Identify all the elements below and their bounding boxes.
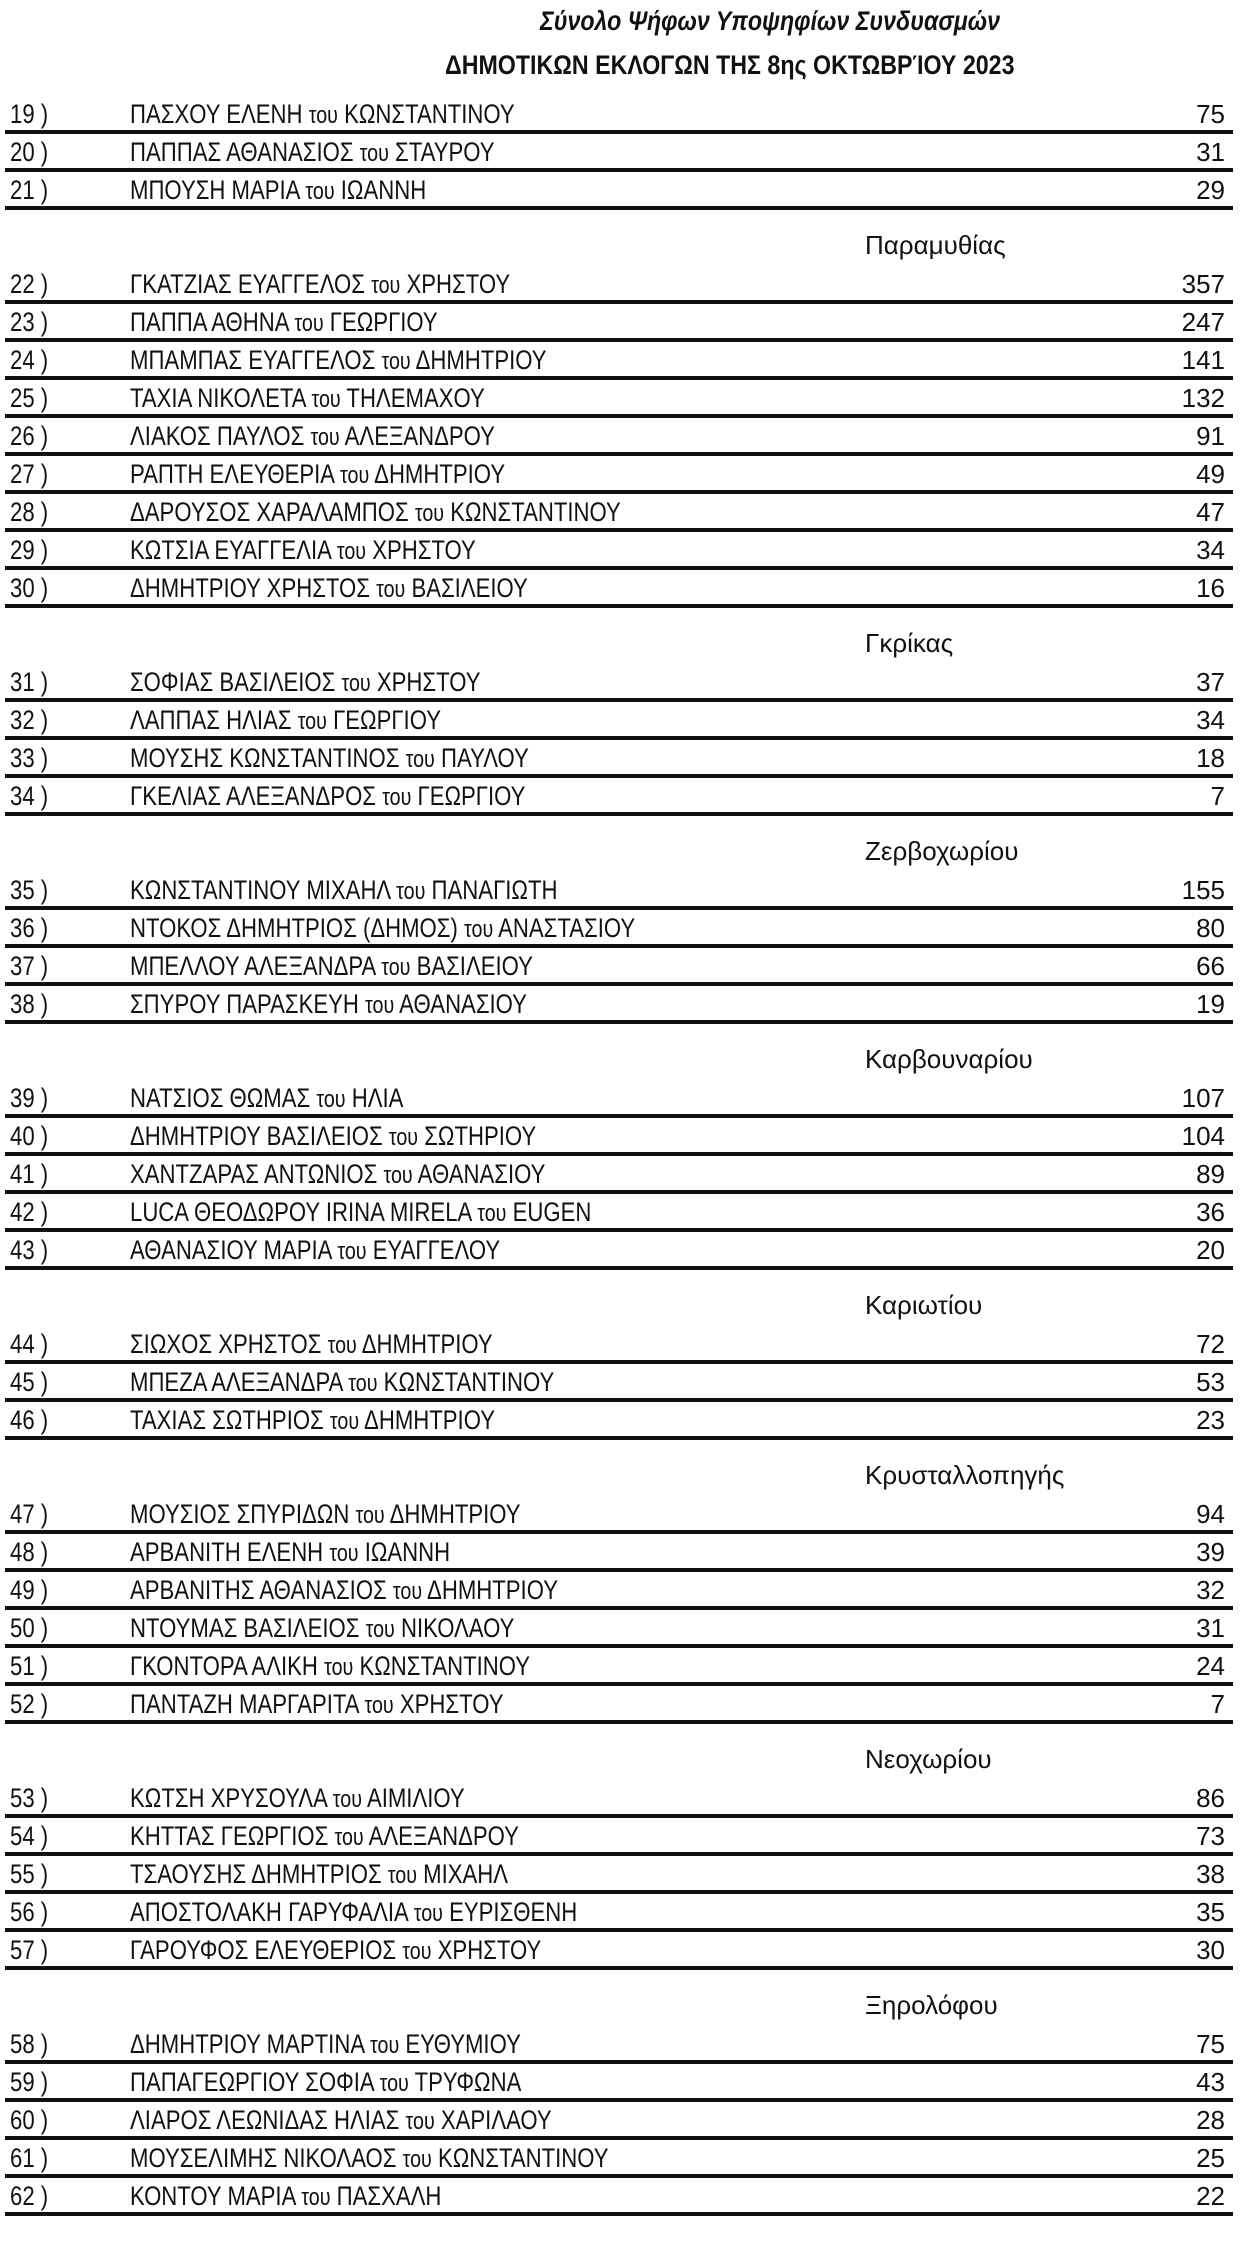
vote-count: 18 bbox=[1196, 743, 1225, 773]
title-line-2: ΔΗΜΟΤΙΚΩΝ ΕΚΛΟΓΩΝ ΤΗΣ 8ης ΟΚΤΩΒΡΊΟΥ 2023 bbox=[445, 50, 1015, 80]
vote-count: 39 bbox=[1196, 1537, 1225, 1567]
father-of-label: του bbox=[329, 1540, 359, 1567]
table-row bbox=[5, 1364, 1233, 1402]
table-row bbox=[5, 2178, 1233, 2216]
vote-count: 86 bbox=[1196, 1783, 1225, 1813]
table-row bbox=[5, 2102, 1233, 2140]
candidate-number: 47 ) bbox=[10, 1499, 49, 1529]
father-of-label: του bbox=[316, 1086, 346, 1113]
father-of-label: του bbox=[396, 878, 426, 905]
section-header bbox=[0, 210, 1252, 266]
vote-count: 66 bbox=[1196, 951, 1225, 981]
candidate-number: 33 ) bbox=[10, 743, 49, 773]
table-row bbox=[5, 1572, 1233, 1610]
table-row bbox=[5, 1496, 1233, 1534]
father-of-label: του bbox=[387, 1862, 418, 1889]
father-of-label: του bbox=[294, 310, 324, 337]
table-row bbox=[5, 1232, 1233, 1270]
table-row bbox=[5, 778, 1233, 816]
candidate-number: 35 ) bbox=[10, 875, 49, 905]
father-of-label: του bbox=[388, 1124, 419, 1151]
candidate-votes-list bbox=[0, 96, 1252, 2216]
candidate-name: ΝΤΟΚΟΣ ΔΗΜΗΤΡΙΟΣ (ΔΗΜΟΣ) του ΑΝΑΣΤΑΣΙΟΥ bbox=[130, 913, 636, 943]
vote-count: 49 bbox=[1196, 459, 1225, 489]
candidate-number: 31 ) bbox=[10, 667, 49, 697]
vote-count: 36 bbox=[1196, 1197, 1225, 1227]
father-of-label: του bbox=[324, 1654, 354, 1681]
candidate-name: ΤΑΧΙΑ ΝΙΚΟΛΕΤΑ του ΤΗΛΕΜΑΧΟΥ bbox=[130, 383, 485, 413]
candidate-name: ΜΟΥΣΙΟΣ ΣΠΥΡΙΔΩΝ του ΔΗΜΗΤΡΙΟΥ bbox=[130, 1499, 521, 1529]
candidate-name: ΜΠΕΛΛΟΥ ΑΛΕΞΑΝΔΡΑ του ΒΑΣΙΛΕΙΟΥ bbox=[130, 951, 533, 981]
candidate-number: 27 ) bbox=[10, 459, 49, 489]
table-row bbox=[5, 456, 1233, 494]
document-title bbox=[540, 6, 1060, 37]
candidate-number: 57 ) bbox=[10, 1935, 49, 1965]
father-of-label: του bbox=[311, 386, 341, 413]
vote-count: 155 bbox=[1181, 875, 1225, 905]
father-of-label: του bbox=[402, 2146, 432, 2173]
father-of-label: του bbox=[341, 670, 371, 697]
section-header-label: Γκρίκας bbox=[865, 628, 954, 658]
candidate-name: ΛΙΑΚΟΣ ΠΑΥΛΟΣ του ΑΛΕΞΑΝΔΡΟΥ bbox=[130, 421, 495, 451]
father-of-label: του bbox=[405, 746, 435, 773]
father-of-label: του bbox=[355, 1502, 385, 1529]
candidate-number: 24 ) bbox=[10, 345, 49, 375]
table-row bbox=[5, 2140, 1233, 2178]
table-row bbox=[5, 702, 1233, 740]
section-header bbox=[0, 816, 1252, 872]
vote-count: 91 bbox=[1196, 421, 1225, 451]
vote-count: 141 bbox=[1181, 345, 1225, 375]
father-of-label: του bbox=[334, 1824, 364, 1851]
father-of-label: του bbox=[308, 102, 338, 129]
vote-count: 80 bbox=[1196, 913, 1225, 943]
father-of-label: του bbox=[413, 1900, 443, 1927]
vote-count: 24 bbox=[1196, 1651, 1225, 1681]
father-of-label: του bbox=[359, 140, 389, 167]
table-row bbox=[5, 1402, 1233, 1440]
candidate-name: ΤΣΑΟΥΣΗΣ ΔΗΜΗΤΡΙΟΣ του ΜΙΧΑΗΛ bbox=[130, 1859, 509, 1889]
table-row bbox=[5, 910, 1233, 948]
vote-count: 104 bbox=[1181, 1121, 1225, 1151]
section-header bbox=[0, 1970, 1252, 2026]
candidate-number: 38 ) bbox=[10, 989, 49, 1019]
table-row bbox=[5, 1326, 1233, 1364]
candidate-number: 56 ) bbox=[10, 1897, 49, 1927]
table-row bbox=[5, 380, 1233, 418]
vote-count: 32 bbox=[1196, 1575, 1225, 1605]
vote-count: 43 bbox=[1196, 2067, 1225, 2097]
vote-count: 75 bbox=[1196, 2029, 1225, 2059]
candidate-number: 25 ) bbox=[10, 383, 49, 413]
candidate-number: 20 ) bbox=[10, 137, 49, 167]
section-header-label: Ξηρολόφου bbox=[865, 1990, 998, 2020]
candidate-name: ΛΑΠΠΑΣ ΗΛΙΑΣ του ΓΕΩΡΓΙΟΥ bbox=[130, 705, 441, 735]
section-header-label: Ζερβοχωρίου bbox=[865, 836, 1019, 866]
father-of-label: του bbox=[382, 784, 412, 811]
father-of-label: του bbox=[392, 1578, 423, 1605]
candidate-name: ΓΚΟΝΤΟΡΑ ΑΛΙΚΗ του ΚΩΝΣΤΑΝΤΙΝΟΥ bbox=[130, 1651, 531, 1681]
candidate-number: 62 ) bbox=[10, 2181, 49, 2211]
table-row bbox=[5, 740, 1233, 778]
candidate-number: 46 ) bbox=[10, 1405, 49, 1435]
candidate-name: LUCA ΘΕΟΔΩΡΟΥ IRINA MIRELA του EUGEN bbox=[130, 1197, 592, 1227]
father-of-label: του bbox=[305, 178, 335, 205]
father-of-label: του bbox=[376, 576, 406, 603]
father-of-label: του bbox=[383, 1162, 413, 1189]
candidate-name: ΔΗΜΗΤΡΙΟΥ ΜΑΡΤΙΝΑ του ΕΥΘΥΜΙΟΥ bbox=[130, 2029, 521, 2059]
father-of-label: του bbox=[301, 2184, 331, 2211]
father-of-label: του bbox=[464, 916, 494, 943]
candidate-number: 42 ) bbox=[10, 1197, 49, 1227]
table-row bbox=[5, 664, 1233, 702]
father-of-label: του bbox=[364, 1692, 394, 1719]
candidate-name: ΑΡΒΑΝΙΤΗΣ ΑΘΑΝΑΣΙΟΣ του ΔΗΜΗΤΡΙΟΥ bbox=[130, 1575, 558, 1605]
vote-count: 72 bbox=[1196, 1329, 1225, 1359]
table-row bbox=[5, 2026, 1233, 2064]
candidate-number: 54 ) bbox=[10, 1821, 49, 1851]
section-header-label: Καρβουναρίου bbox=[865, 1044, 1033, 1074]
vote-count: 31 bbox=[1196, 137, 1225, 167]
vote-count: 34 bbox=[1196, 705, 1225, 735]
vote-count: 31 bbox=[1196, 1613, 1225, 1643]
candidate-name: ΜΟΥΣΕΛΙΜΗΣ ΝΙΚΟΛΑΟΣ του ΚΩΝΣΤΑΝΤΙΝΟΥ bbox=[130, 2143, 609, 2173]
candidate-number: 34 ) bbox=[10, 781, 49, 811]
candidate-name: ΝΤΟΥΜΑΣ ΒΑΣΙΛΕΙΟΣ του ΝΙΚΟΛΑΟΥ bbox=[130, 1613, 515, 1643]
father-of-label: του bbox=[381, 954, 411, 981]
candidate-number: 26 ) bbox=[10, 421, 49, 451]
candidate-name: ΤΑΧΙΑΣ ΣΩΤΗΡΙΟΣ του ΔΗΜΗΤΡΙΟΥ bbox=[130, 1405, 495, 1435]
candidate-name: ΑΘΑΝΑΣΙΟΥ ΜΑΡΙΑ του ΕΥΑΓΓΕΛΟΥ bbox=[130, 1235, 501, 1265]
candidate-name: ΣΟΦΙΑΣ ΒΑΣΙΛΕΙΟΣ του ΧΡΗΣΤΟΥ bbox=[130, 667, 481, 697]
table-row bbox=[5, 1894, 1233, 1932]
table-row bbox=[5, 532, 1233, 570]
table-row bbox=[5, 418, 1233, 456]
father-of-label: του bbox=[327, 1332, 357, 1359]
table-row bbox=[5, 1610, 1233, 1648]
vote-count: 22 bbox=[1196, 2181, 1225, 2211]
document-subtitle bbox=[445, 50, 1165, 81]
candidate-number: 21 ) bbox=[10, 175, 49, 205]
vote-count: 107 bbox=[1181, 1083, 1225, 1113]
section-header-label: Κρυσταλλοπηγής bbox=[865, 1460, 1065, 1490]
candidate-number: 50 ) bbox=[10, 1613, 49, 1643]
table-row bbox=[5, 1080, 1233, 1118]
candidate-number: 39 ) bbox=[10, 1083, 49, 1113]
vote-count: 73 bbox=[1196, 1821, 1225, 1851]
title-line-1: Σύνολο Ψήφων Υποψηφίων Συνδυασμών bbox=[540, 6, 1001, 36]
candidate-name: ΠΑΠΑΓΕΩΡΓΙΟΥ ΣΟΦΙΑ του ΤΡΥΦΩΝΑ bbox=[130, 2067, 522, 2097]
table-row bbox=[5, 134, 1233, 172]
candidate-name: ΑΡΒΑΝΙΤΗ ΕΛΕΝΗ του ΙΩΑΝΝΗ bbox=[130, 1537, 451, 1567]
vote-count: 75 bbox=[1196, 99, 1225, 129]
candidate-name: ΡΑΠΤΗ ΕΛΕΥΘΕΡΙΑ του ΔΗΜΗΤΡΙΟΥ bbox=[130, 459, 506, 489]
candidate-number: 30 ) bbox=[10, 573, 49, 603]
table-row bbox=[5, 1534, 1233, 1572]
father-of-label: του bbox=[310, 424, 340, 451]
candidate-name: ΝΑΤΣΙΟΣ ΘΩΜΑΣ του ΗΛΙΑ bbox=[130, 1083, 404, 1113]
vote-count: 35 bbox=[1196, 1897, 1225, 1927]
candidate-number: 37 ) bbox=[10, 951, 49, 981]
candidate-number: 48 ) bbox=[10, 1537, 49, 1567]
candidate-name: ΠΑΝΤΑΖΗ ΜΑΡΓΑΡΙΤΑ του ΧΡΗΣΤΟΥ bbox=[130, 1689, 504, 1719]
candidate-number: 19 ) bbox=[10, 99, 49, 129]
candidate-number: 59 ) bbox=[10, 2067, 49, 2097]
candidate-number: 55 ) bbox=[10, 1859, 49, 1889]
vote-count: 23 bbox=[1196, 1405, 1225, 1435]
table-row bbox=[5, 1194, 1233, 1232]
father-of-label: του bbox=[477, 1200, 507, 1227]
candidate-name: ΣΙΩΧΟΣ ΧΡΗΣΤΟΣ του ΔΗΜΗΤΡΙΟΥ bbox=[130, 1329, 493, 1359]
father-of-label: του bbox=[365, 1616, 395, 1643]
table-row bbox=[5, 266, 1233, 304]
candidate-name: ΠΑΠΠΑΣ ΑΘΑΝΑΣΙΟΣ του ΣΤΑΥΡΟΥ bbox=[130, 137, 495, 167]
vote-count: 357 bbox=[1181, 269, 1225, 299]
table-row bbox=[5, 1118, 1233, 1156]
table-row bbox=[5, 1780, 1233, 1818]
table-row bbox=[5, 494, 1233, 532]
table-row bbox=[5, 872, 1233, 910]
candidate-name: ΜΠΟΥΣΗ ΜΑΡΙΑ του ΙΩΑΝΝΗ bbox=[130, 175, 427, 205]
candidate-name: ΑΠΟΣΤΟΛΑΚΗ ΓΑΡΥΦΑΛΙΑ του ΕΥΡΙΣΘΕΝΗ bbox=[130, 1897, 578, 1927]
candidate-name: ΔΑΡΟΥΣΟΣ ΧΑΡΑΛΑΜΠΟΣ του ΚΩΝΣΤΑΝΤΙΝΟΥ bbox=[130, 497, 621, 527]
candidate-number: 60 ) bbox=[10, 2105, 49, 2135]
candidate-name: ΣΠΥΡΟΥ ΠΑΡΑΣΚΕΥΗ του ΑΘΑΝΑΣΙΟΥ bbox=[130, 989, 527, 1019]
candidate-name: ΚΩΤΣΗ ΧΡΥΣΟΥΛΑ του ΑΙΜΙΛΙΟΥ bbox=[130, 1783, 465, 1813]
candidate-name: ΔΗΜΗΤΡΙΟΥ ΒΑΣΙΛΕΙΟΣ του ΣΩΤΗΡΙΟΥ bbox=[130, 1121, 537, 1151]
table-row bbox=[5, 1818, 1233, 1856]
table-row bbox=[5, 1686, 1233, 1724]
candidate-number: 52 ) bbox=[10, 1689, 49, 1719]
father-of-label: του bbox=[402, 1938, 432, 1965]
candidate-name: ΚΩΝΣΤΑΝΤΙΝΟΥ ΜΙΧΑΗΛ του ΠΑΝΑΓΙΩΤΗ bbox=[130, 875, 558, 905]
father-of-label: του bbox=[371, 272, 401, 299]
candidate-number: 28 ) bbox=[10, 497, 49, 527]
father-of-label: του bbox=[337, 1238, 367, 1265]
vote-count: 16 bbox=[1196, 573, 1225, 603]
father-of-label: του bbox=[348, 1370, 378, 1397]
vote-count: 25 bbox=[1196, 2143, 1225, 2173]
vote-count: 132 bbox=[1181, 383, 1225, 413]
section-header-label: Νεοχωρίου bbox=[865, 1744, 992, 1774]
candidate-name: ΜΠΑΜΠΑΣ ΕΥΑΓΓΕΛΟΣ του ΔΗΜΗΤΡΙΟΥ bbox=[130, 345, 547, 375]
candidate-name: ΓΚΑΤΖΙΑΣ ΕΥΑΓΓΕΛΟΣ του ΧΡΗΣΤΟΥ bbox=[130, 269, 511, 299]
table-row bbox=[5, 304, 1233, 342]
vote-count: 53 bbox=[1196, 1367, 1225, 1397]
candidate-number: 44 ) bbox=[10, 1329, 49, 1359]
vote-count: 247 bbox=[1181, 307, 1225, 337]
candidate-number: 43 ) bbox=[10, 1235, 49, 1265]
section-header bbox=[0, 608, 1252, 664]
candidate-name: ΓΑΡΟΥΦΟΣ ΕΛΕΥΘΕΡΙΟΣ του ΧΡΗΣΤΟΥ bbox=[130, 1935, 542, 1965]
vote-count: 28 bbox=[1196, 2105, 1225, 2135]
table-row bbox=[5, 1856, 1233, 1894]
vote-count: 20 bbox=[1196, 1235, 1225, 1265]
candidate-number: 22 ) bbox=[10, 269, 49, 299]
table-row bbox=[5, 986, 1233, 1024]
father-of-label: του bbox=[365, 992, 395, 1019]
candidate-name: ΓΚΕΛΙΑΣ ΑΛΕΞΑΝΔΡΟΣ του ΓΕΩΡΓΙΟΥ bbox=[130, 781, 526, 811]
vote-count: 94 bbox=[1196, 1499, 1225, 1529]
candidate-number: 23 ) bbox=[10, 307, 49, 337]
candidate-number: 36 ) bbox=[10, 913, 49, 943]
vote-count: 7 bbox=[1210, 1689, 1225, 1719]
vote-count: 19 bbox=[1196, 989, 1225, 1019]
candidate-name: ΚΟΝΤΟΥ ΜΑΡΙΑ του ΠΑΣΧΑΛΗ bbox=[130, 2181, 442, 2211]
section-header bbox=[0, 1724, 1252, 1780]
table-row bbox=[5, 948, 1233, 986]
vote-count: 47 bbox=[1196, 497, 1225, 527]
candidate-name: ΠΑΣΧΟΥ ΕΛΕΝΗ του ΚΩΝΣΤΑΝΤΙΝΟΥ bbox=[130, 99, 515, 129]
candidate-name: ΜΟΥΣΗΣ ΚΩΝΣΤΑΝΤΙΝΟΣ του ΠΑΥΛΟΥ bbox=[130, 743, 529, 773]
candidate-name: ΛΙΑΡΟΣ ΛΕΩΝΙΔΑΣ ΗΛΙΑΣ του ΧΑΡΙΛΑΟΥ bbox=[130, 2105, 552, 2135]
vote-count: 7 bbox=[1210, 781, 1225, 811]
father-of-label: του bbox=[297, 708, 327, 735]
table-row bbox=[5, 570, 1233, 608]
section-header-label: Καριωτίου bbox=[865, 1290, 983, 1320]
candidate-number: 51 ) bbox=[10, 1651, 49, 1681]
vote-count: 89 bbox=[1196, 1159, 1225, 1189]
candidate-name: ΜΠΕΖΑ ΑΛΕΞΑΝΔΡΑ του ΚΩΝΣΤΑΝΤΙΝΟΥ bbox=[130, 1367, 555, 1397]
table-row bbox=[5, 1648, 1233, 1686]
section-header bbox=[0, 1024, 1252, 1080]
candidate-number: 41 ) bbox=[10, 1159, 49, 1189]
table-row bbox=[5, 1932, 1233, 1970]
father-of-label: του bbox=[370, 2032, 400, 2059]
father-of-label: του bbox=[336, 538, 367, 565]
father-of-label: του bbox=[381, 348, 411, 375]
vote-count: 38 bbox=[1196, 1859, 1225, 1889]
candidate-name: ΧΑΝΤΖΑΡΑΣ ΑΝΤΩΝΙΟΣ του ΑΘΑΝΑΣΙΟΥ bbox=[130, 1159, 546, 1189]
candidate-name: ΚΩΤΣΙΑ ΕΥΑΓΓΕΛΙΑ του ΧΡΗΣΤΟΥ bbox=[130, 535, 476, 565]
table-row bbox=[5, 96, 1233, 134]
vote-count: 34 bbox=[1196, 535, 1225, 565]
table-row bbox=[5, 172, 1233, 210]
father-of-label: του bbox=[405, 2108, 435, 2135]
section-header bbox=[0, 1270, 1252, 1326]
vote-count: 37 bbox=[1196, 667, 1225, 697]
father-of-label: του bbox=[329, 1408, 360, 1435]
vote-count: 29 bbox=[1196, 175, 1225, 205]
candidate-name: ΔΗΜΗΤΡΙΟΥ ΧΡΗΣΤΟΣ του ΒΑΣΙΛΕΙΟΥ bbox=[130, 573, 528, 603]
candidate-number: 53 ) bbox=[10, 1783, 49, 1813]
candidate-number: 40 ) bbox=[10, 1121, 49, 1151]
father-of-label: του bbox=[340, 462, 370, 489]
candidate-number: 45 ) bbox=[10, 1367, 49, 1397]
candidate-number: 29 ) bbox=[10, 535, 49, 565]
candidate-number: 49 ) bbox=[10, 1575, 49, 1605]
section-header-label: Παραμυθίας bbox=[865, 230, 1006, 260]
candidate-name: ΚΗΤΤΑΣ ΓΕΩΡΓΙΟΣ του ΑΛΕΞΑΝΔΡΟΥ bbox=[130, 1821, 519, 1851]
candidate-number: 32 ) bbox=[10, 705, 49, 735]
section-header bbox=[0, 1440, 1252, 1496]
table-row bbox=[5, 2064, 1233, 2102]
table-row bbox=[5, 342, 1233, 380]
candidate-number: 58 ) bbox=[10, 2029, 49, 2059]
candidate-name: ΠΑΠΠΑ ΑΘΗΝΑ του ΓΕΩΡΓΙΟΥ bbox=[130, 307, 438, 337]
father-of-label: του bbox=[379, 2070, 409, 2097]
vote-count: 30 bbox=[1196, 1935, 1225, 1965]
father-of-label: του bbox=[332, 1786, 363, 1813]
table-row bbox=[5, 1156, 1233, 1194]
father-of-label: του bbox=[414, 500, 445, 527]
candidate-number: 61 ) bbox=[10, 2143, 49, 2173]
